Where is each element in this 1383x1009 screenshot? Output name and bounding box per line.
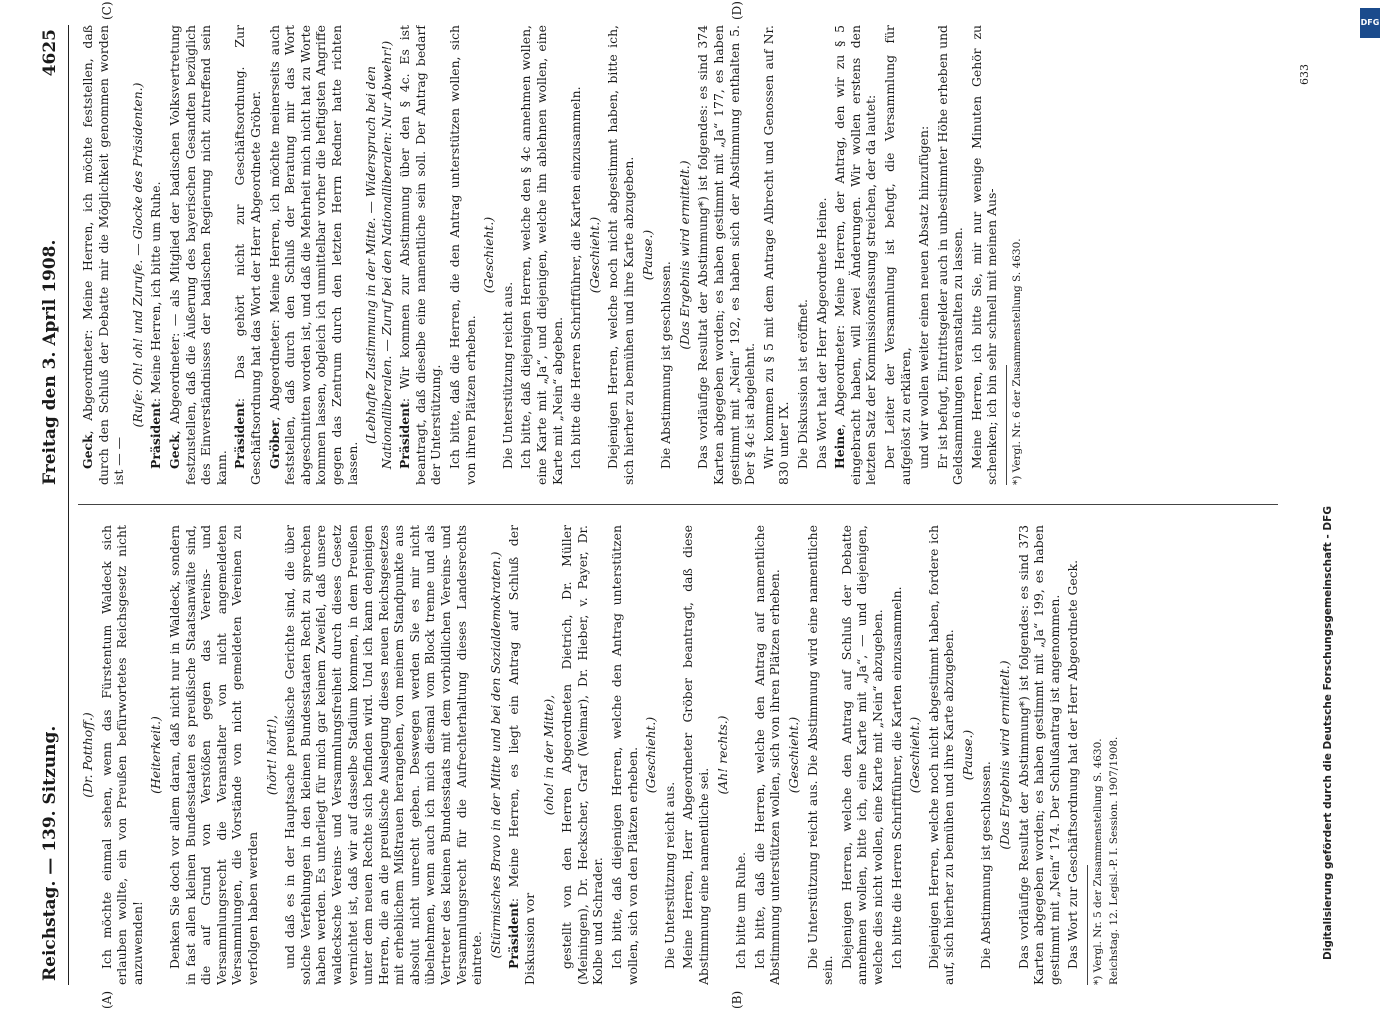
paragraph: Das Wort zur Geschäftsordnung hat der Herr Abgeordnete Geck. (1065, 559, 1081, 969)
left-column (80, 525, 1310, 985)
paragraph: Diejenigen Herren, welche den Antrag auf Schluß der Debatte annehmen wollen, bitte ich, eine Karte mit „Ja“, — und diejenigen, welche dies nicht wollen, eine Karte mit „Nein“ abzugeben. (838, 525, 885, 985)
column-divider (78, 504, 1278, 505)
paragraph: (Das Ergebnis wird ermittelt.) (676, 160, 692, 350)
marker-c: (C) (100, 1, 114, 20)
paragraph: Ich bitte, daß diejenigen Herren, welche den Antrag unterstützen wollen, sich von den Plätzen erheben. (609, 525, 640, 985)
marker-b: (B) (730, 990, 744, 1009)
paragraph: Geck, Abgeordneter: Meine Herren, ich möchte feststellen, daß durch den Schluß der Debatte mir die Möglichkeit genommen worden ist — — (80, 25, 127, 485)
paragraph: Heine, Abgeordneter: Meine Herren, der Antrag, den wir zu § 5 eingebracht haben, will zwei Änderungen. Wir wollen erstens den letzten Satz der Kommissionsfassung streichen, der da lautet: (832, 25, 879, 485)
paragraph: Diejenigen Herren, welche noch nicht abgestimmt haben, fordere ich auf, sich hierher zu bemühen und ihre Karte abzugeben. (925, 525, 957, 985)
paragraph: Ich bitte um Ruhe. (733, 851, 749, 969)
sheet-number: 633 (1298, 64, 1311, 85)
paragraph: Denken Sie doch vor allem daran, daß nicht nur in Waldeck, sondern in fast allen kleinen Bundesstaaten es preußische Staatsanwälte sind, die auf Grund von Verstößen gegen das Vereins- und Versammlungsrecht die Veranstalter von nicht angemeldeten Versammlungen, die Vorstände von nicht gemeldeten Vereinen zu verfolgen haben werden (166, 525, 260, 985)
paragraph: Die Unterstützung reicht aus. (661, 781, 677, 969)
dfg-logo: DFG (1360, 8, 1380, 38)
paragraph: (Pause.) (959, 729, 975, 781)
paragraph: (Geschieht.) (643, 716, 659, 794)
header-rule (68, 25, 69, 985)
paragraph: (Dr. Potthoff.) (80, 712, 95, 798)
paragraph: (Heiterkeit.) (148, 716, 164, 794)
footnote-rule (1087, 865, 1088, 985)
marker-a: (A) (100, 990, 114, 1009)
credit-text: Digitalisierung gefördert durch die Deutsche Forschungsgemeinschaft - DFG (1322, 506, 1334, 960)
paragraph: Präsident: Wir kommen zur Abstimmung über den § 4c. Es ist beantragt, daß dieselbe eine namentliche sein soll. Der Antrag bedarf der Unterstützung. (397, 25, 444, 485)
paragraph: Ich bitte, daß die Herren, die den Antrag unterstützen wollen, sich von ihren Plätzen erheben. (447, 25, 478, 485)
rotated-page (30, 1, 1320, 1009)
paragraph: (Geschieht.) (586, 216, 602, 294)
paragraph: Wir kommen zu § 5 mit dem Antrage Albrecht und Genossen auf Nr. 830 unter IX. (760, 25, 792, 485)
marker-d: (D) (730, 1, 744, 20)
paragraph: Meine Herren, Herr Abgeordneter Gröber beantragt, daß diese Abstimmung eine namentliche sei. (680, 525, 711, 985)
paragraph: und daß es in der Hauptsache preußische Gerichte sind, die über solche Verfehlungen in den kleinen Bundesstaaten Recht zu sprechen haben werden. Es unterliegt für mich gar keinem Zweifel, daß unsere waldecksche Vereins- und Versammlungsfreiheit durch dieses Gesetz vernichtet ist, daß wir auf dasselbe Stadium kommen, in dem Preußen unter dem neuen Rechte sich befinden wird. Und ich kann denjenigen Herren, die an die preußische Auslegung dieses neuen Reichsgesetzes mit erheblichem Mißtrauen herangehen, von meinem Standpunkte aus absolut nicht unrecht geben. Deswegen werden Sie es mir nicht übelnehmen, wenn auch ich mich diesmal vom Block trenne und als Vertreter des kleinen Bundesstaats mit dem vorbildlichen Vereins- und Versammlungsrecht für die Aufrechterhaltung dieses Landesrechts eintrete. (282, 525, 485, 985)
paragraph: Diejenigen Herren, welche noch nicht abgestimmt haben, bitte ich, sich hierher zu bemühen und ihre Karte abzugeben. (605, 25, 636, 485)
footnote: Reichstag. 12. Legisl.-P. I. Session. 1907/1908. (1108, 736, 1121, 985)
footnote: *) Vergl. Nr. 6 der Zusammenstellung S. 4630. (1011, 238, 1024, 485)
paragraph: (oho! in der Mitte), (540, 694, 556, 816)
paragraph: (hört! hört!), (263, 714, 279, 796)
paragraph: Die Unterstützung reicht aus. Die Abstimmung wird eine namentliche sein. (804, 525, 836, 985)
paragraph: Er ist befugt, Eintrittsgelder auch in unbestimmter Höhe erheben und Geldsammlungen veranstalten zu lassen. (934, 25, 966, 485)
paragraph: (Pause.) (639, 229, 655, 281)
page-header (30, 25, 70, 985)
paragraph: Präsident: Meine Herren, es liegt ein Antrag auf Schluß der Diskussion vor (506, 525, 538, 985)
paragraph: Ich bitte, daß die Herren, welche den Antrag auf namentliche Abstimmung unterstützen wollen, sich von ihren Plätzen erheben. (751, 525, 783, 985)
paragraph: (Geschieht.) (785, 716, 801, 794)
credit-line (1318, 0, 1340, 1000)
right-column (80, 25, 1310, 485)
paragraph: Ich möchte einmal sehen, wenn das Fürstentum Waldeck sich erlauben wollte, ein von Preußen befürwortetes Reichsgesetz nicht anzuwenden! (98, 525, 145, 985)
paragraph: (Ah! rechts.) (714, 715, 730, 795)
paragraph: Die Abstimmung ist geschlossen. (658, 261, 674, 469)
paragraph: gestellt von den Herren Abgeordneten Dietrich, Dr. Müller (Meiningen), Dr. Heckscher, Graf (Weimar), Dr. Hieber, v. Payer, Dr. Kolbe und Schrader. (559, 525, 606, 985)
paragraph: (Lebhafte Zustimmung in der Mitte. — Widerspruch bei den Nationalliberalen. — Zuruf bei den Nationalliberalen: Nur Abwehr!) (363, 40, 394, 470)
header-left: Reichstag. — 139. Sitzung. (40, 725, 60, 981)
paragraph: Gröber, Abgeordneter: Meine Herren, ich möchte meinerseits auch feststellen, daß durch den Schluß der Beratung mir das Wort abgeschnitten worden ist, und daß die Mehrheit mich nicht hat zu Worte kommen lassen, obgleich ich unmittelbar vorher die heftigsten Angriffe gegen das Zentrum durch den letzten Herrn Redner hatte richten lassen. (266, 25, 360, 485)
paragraph: und wir wollen weiter einen neuen Absatz hinzufügen: (916, 125, 932, 469)
paragraph: Die Abstimmung ist geschlossen. (978, 761, 994, 969)
paragraph: (Rufe: Oh! oh! und Zurufe. — Glocke des Präsidenten.) (129, 82, 145, 428)
footnote: *) Vergl. Nr. 5 der Zusammenstellung S. 4630. (1092, 738, 1105, 985)
paragraph: Die Unterstützung reicht aus. (499, 281, 515, 469)
paragraph: Das vorläufige Resultat der Abstimmung*) ist folgendes: es sind 374 Karten abgegeben worden; es haben gestimmt mit „Ja“ 177, es haben gestimmt mit „Nein“ 192, es haben sich der Abstimmung enthalten 5. Der § 4c ist abgelehnt. (695, 25, 758, 485)
header-page-number: 4625 (40, 29, 60, 77)
paragraph: Das vorläufige Resultat der Abstimmung*) ist folgendes: es sind 373 Karten abgegeben worden; es haben gestimmt mit „Ja“ 199, es haben gestimmt mit „Nein“ 174. Der Schlußantrag ist angenommen. (1015, 525, 1062, 985)
paragraph: Der Leiter der Versammlung ist befugt, die Versammlung für aufgelöst zu erklären, (881, 25, 913, 485)
paragraph: Ich bitte, daß diejenigen Herren, welche den § 4c annehmen wollen, eine Karte mit „Ja“, und diejenigen, welche ihn ablehnen wollen, eine Karte mit „Nein“ abgeben. (518, 25, 565, 485)
paragraph: Geck, Abgeordneter: — als Mitglied der badischen Volksvertretung festzustellen, daß die Äußerung des bayerischen Gesandten bezüglich des Einverständnisses der badischen Regierung nicht zutreffend sein kann. (166, 25, 229, 485)
paragraph: Das Wort hat der Herr Abgeordnete Heine. (813, 197, 829, 469)
paragraph: (Das Ergebnis wird ermittelt.) (997, 660, 1013, 850)
paragraph: Meine Herren, ich bitte Sie, mir nur wenige Minuten Gehör zu schenken; ich bin sehr schnell mit meinen Aus- (968, 25, 1000, 485)
footnote-rule (1006, 365, 1007, 485)
paragraph: Präsident: Das gehört nicht zur Geschäftsordnung. Zur Geschäftsordnung hat das Wort der Herr Abgeordnete Gröber. (232, 25, 263, 485)
paragraph: Die Diskussion ist eröffnet. (794, 299, 810, 469)
paragraph: Ich bitte die Herren Schriftführer, die Karten einzusammeln. (888, 586, 904, 969)
header-date: Freitag den 3. April 1908. (40, 239, 60, 485)
paragraph: Präsident: Meine Herren, ich bitte um Ruhe. (148, 181, 164, 469)
paragraph: Ich bitte die Herren Schriftführer, die Karten einzusammeln. (568, 86, 584, 469)
paragraph: (Geschieht.) (481, 216, 497, 294)
paragraph: (Geschieht.) (907, 716, 923, 794)
paragraph: (Stürmisches Bravo in der Mitte und bei den Sozialdemokraten.) (487, 551, 503, 959)
